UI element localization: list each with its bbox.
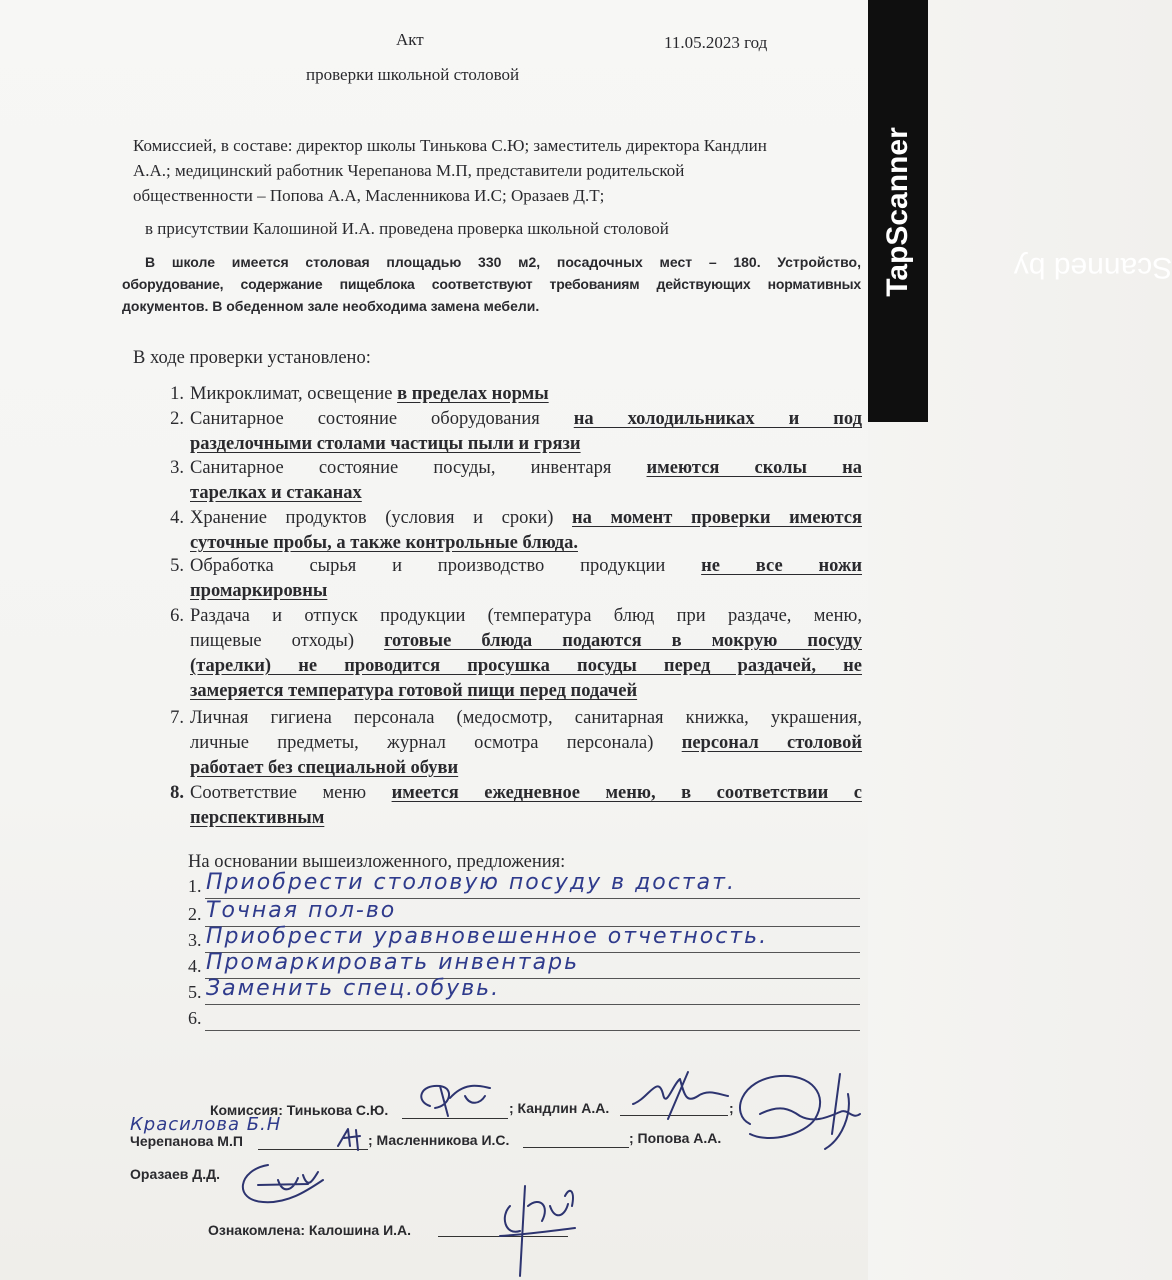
commission-line-1: Комиссией, в составе: директор школы Тинькова С.Ю; заместитель директора Кандлин — [133, 136, 767, 155]
sig-maslennikova-label: ; Масленникова И.С. — [368, 1132, 510, 1148]
finding-result: в пределах нормы — [397, 384, 549, 404]
finding-line — [190, 780, 862, 806]
finding-result: не все ножи — [701, 556, 862, 576]
finding-number: 4. — [170, 508, 184, 528]
proposal-number: 4. — [188, 956, 202, 976]
finding-line — [190, 406, 862, 432]
finding-text: пищевые отходы) — [190, 631, 385, 651]
proposals-heading: На основании вышеизложенного, предложения: — [188, 852, 566, 872]
presence-line: в присутствии Калошиной И.А. проведена проверка школьной столовой — [145, 219, 669, 238]
finding-line — [190, 505, 862, 531]
commission-line-2: А.А.; медицинский работник Черепанова М.П, представители родительской — [133, 161, 685, 180]
finding-line — [190, 653, 862, 679]
finding-result: готовые блюда подаются в мокрую посуду — [384, 631, 862, 651]
finding-result: суточные пробы, а также контрольные блюда. — [190, 533, 578, 553]
finding-text: Хранение продуктов (условия и сроки) — [190, 508, 572, 528]
finding-text: Раздача и отпуск продукции (температура блюд при раздаче, меню, — [190, 606, 862, 626]
finding-text: Обработка сырья и производство продукции — [190, 556, 702, 576]
finding-result: промаркировны — [190, 581, 328, 601]
finding-line — [190, 480, 862, 506]
finding-text: личные предметы, журнал осмотра персонала) — [190, 733, 682, 753]
finding-line — [190, 805, 862, 831]
tapscanner-watermark — [868, 0, 1172, 422]
finding-line — [190, 455, 862, 481]
sig-popova-label: ; Попова А.А. — [629, 1130, 722, 1146]
finding-result: разделочными столами частицы пыли и грязи — [190, 434, 581, 454]
signature-popova — [720, 1064, 870, 1160]
sig-kandlin-label: ; Кандлин А.А. — [509, 1100, 610, 1116]
finding-text: Личная гигиена персонала (медосмотр, санитарная книжка, украшения, — [190, 708, 862, 728]
finding-line — [190, 603, 862, 629]
finding-result: персонал столовой — [681, 733, 863, 753]
act-date: 11.05.2023 год — [664, 33, 768, 52]
finding-result: на холодильниках и под — [573, 409, 862, 429]
proposal-number: 2. — [188, 904, 202, 924]
sig-cherepanova-label: Черепанова М.П — [130, 1133, 243, 1149]
finding-text: Санитарное состояние оборудования — [190, 409, 574, 429]
finding-text: Микроклимат, освещение — [190, 384, 398, 404]
finding-line — [190, 381, 862, 407]
finding-result: замеряется температура готовой пищи перед подачей — [190, 681, 638, 701]
proposal-number: 5. — [188, 982, 202, 1002]
finding-text: Соответствие меню — [190, 783, 392, 803]
proposal-rule — [205, 1004, 860, 1005]
finding-line — [190, 431, 862, 457]
watermark-brand: TapScanner — [881, 127, 914, 297]
proposal-number: 1. — [188, 876, 202, 896]
finding-number: 1. — [170, 384, 184, 404]
sig-line-maslennikova — [523, 1147, 629, 1148]
sig-cherepanova-handwritten: Красилова Б.Н — [130, 1114, 282, 1135]
finding-result: имеются сколы на — [646, 458, 863, 478]
finding-line — [190, 705, 862, 731]
sig-orazaev-label: Оразаев Д.Д. — [130, 1166, 220, 1182]
proposal-handwritten: Заменить спец.обувь. — [206, 976, 501, 1001]
signature-kaloshina — [480, 1176, 590, 1280]
finding-line — [190, 553, 862, 579]
finding-result: (тарелки) не проводится просушка посуды перед раздачей, не — [190, 656, 862, 676]
summary-line-1: В школе имеется столовая площадью 330 м2, посадочных мест – 180. Устройство, — [145, 254, 861, 270]
finding-line — [190, 578, 862, 604]
finding-number: 8. — [170, 783, 184, 803]
proposal-number: 3. — [188, 930, 202, 950]
finding-number: 6. — [170, 606, 184, 626]
sig-kaloshina-label: Ознакомлена: Калошина И.А. — [208, 1222, 412, 1238]
proposal-handwritten: Приобрести столовую посуду в достат. — [206, 870, 736, 895]
finding-line — [190, 628, 862, 654]
sig-commission-label: Комиссия: Тинькова С.Ю. — [210, 1102, 389, 1118]
summary-line-2: оборудование, содержание пищеблока соответствуют требованиям действующих нормативных — [122, 276, 861, 292]
summary-line-3: документов. В обеденном зале необходима замена мебели. — [122, 298, 540, 314]
finding-result: тарелках и стаканах — [190, 483, 362, 503]
sig-kandlin-end: ; — [729, 1100, 734, 1116]
finding-line — [190, 755, 862, 781]
proposal-handwritten: Точная пол-во — [206, 898, 397, 923]
finding-number: 2. — [170, 409, 184, 429]
proposal-handwritten: Приобрести уравновешенное отчетность. — [206, 924, 769, 949]
signature-orazaev — [228, 1150, 338, 1210]
finding-result: имеется ежедневное меню, в соответствии с — [391, 783, 862, 803]
proposal-handwritten: Промаркировать инвентарь — [206, 950, 580, 975]
findings-heading: В ходе проверки установлено: — [133, 348, 371, 368]
signature-tinkova — [410, 1076, 500, 1126]
watermark-prefix: Scanned by — [1013, 250, 1172, 284]
finding-result: перспективным — [190, 808, 325, 828]
commission-line-3: общественности – Попова А.А, Масленникова И.С; Оразаев Д.Т; — [133, 186, 605, 205]
proposal-number: 6. — [188, 1008, 202, 1028]
finding-line — [190, 678, 862, 704]
act-title: Акт — [396, 30, 424, 49]
finding-line — [190, 730, 862, 756]
finding-result: на момент проверки имеются — [572, 508, 862, 528]
finding-text: Санитарное состояние посуды, инвентаря — [190, 458, 647, 478]
finding-result: работает без специальной обуви — [190, 758, 459, 778]
act-subtitle: проверки школьной столовой — [306, 65, 520, 84]
finding-number: 5. — [170, 556, 184, 576]
finding-number: 3. — [170, 458, 184, 478]
proposal-rule — [205, 1030, 860, 1031]
finding-number: 7. — [170, 708, 184, 728]
